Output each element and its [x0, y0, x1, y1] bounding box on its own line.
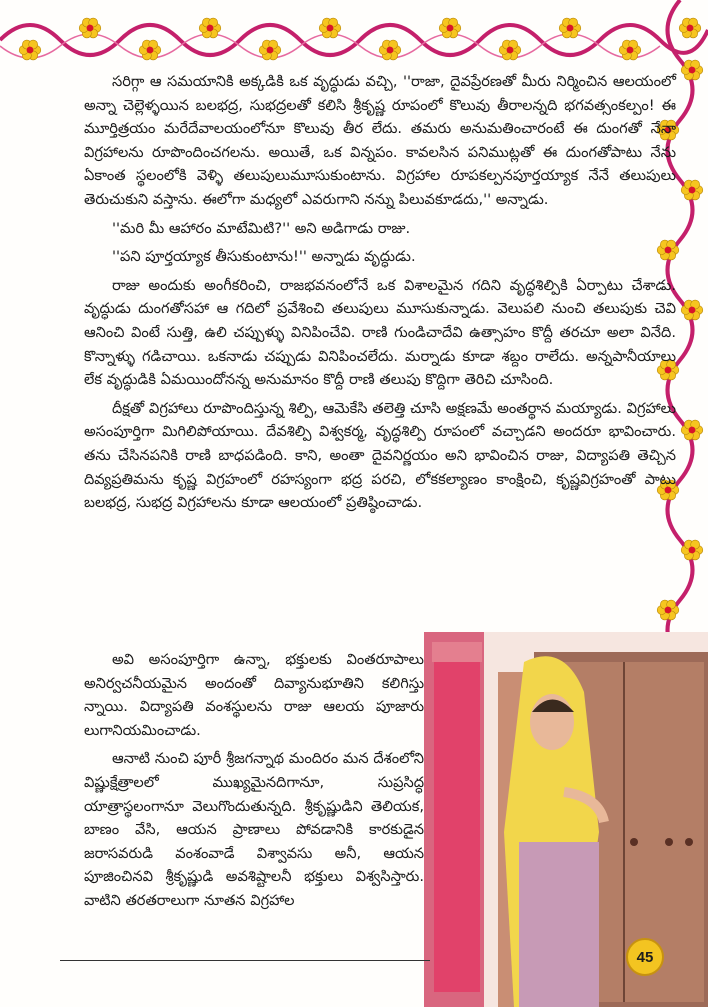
flower-icon [681, 180, 703, 200]
paragraph-1: సరిగ్గా ఆ సమయానికి అక్కడికి ఒక వృద్ధుడు వచ్చి, ''రాజా, దైవప్రేరణతో మీరు నిర్మించిన ఆలయంలో అన్నా చెల్లెళ్ళయిన బలభద్ర, సుభద్రలతో కలిసి శ్రీకృష్ణ రూపంలో కొలువు తీరాలన్నది భగవత్సంకల్పం! ఈ మూర్తిత్రయం మరేదేవాలయంలోనూ కొలువు తీర లేదు. తమరు అనుమతించారంటే ఈ దుంగతో నేనా విగ్రహాలను రూపొందించగలను. అయితే, ఒక విన్నపం. కావలసిన పనిముట్లతో ఈ దుంగతోపాటు నేను ఏకాంత స్థలంలోకి వెళ్ళి తలుపులుమూసుకుంటాను. విగ్రహాల రూపకల్పనపూర్తయ్యాక నేనే తలుపులు తెరుచుకుని వస్తాను. ఈలోగా మధ్యలో ఎవరుగాని నన్ను పిలువకూడదు,'' అన్నాడు. [84, 73, 676, 208]
flower-icon [439, 18, 461, 38]
flower-icon [319, 18, 341, 38]
flower-icon [559, 18, 581, 38]
flower-icon [199, 18, 221, 38]
flower-icon [681, 60, 703, 80]
flower-icon [619, 40, 641, 60]
flower-icon [139, 40, 161, 60]
flower-icon [681, 420, 703, 440]
flower-icon [79, 18, 101, 38]
flower-icon [19, 40, 41, 60]
page-number-badge: 45 [626, 938, 664, 976]
footer-rule [60, 960, 430, 961]
flower-icon [681, 540, 703, 560]
paragraph-5: దీక్షతో విగ్రహాలు రూపొందిస్తున్న శిల్పి, ఆమెకేసి తలెత్తి చూసి అక్షణమే అంతర్థాన మయ్యాడు. విగ్రహాలు అసంపూర్తిగా మిగిలిపోయాయి. దేవశిల్పి విశ్వకర్మ, వృద్ధశిల్పి రూపంలో వచ్చాడని అందరూ భావించారు. తను చేసినపనికి రాణి బాధపడింది. కాని, అంతా దైవనిర్ణయం అని భావించిన రాజు, విద్యాపతి తెచ్చిన దివ్యప్రతిమను కృష్ణ విగ్రహంలో రహస్యంగా భద్ర పరచి, లోకకల్యాణం కాంక్షించి, కృష్ణవిగ్రహంతో పాటు బలభద్ర, సుభద్ర విగ్రహాలను కూడా ఆలయంలో ప్రతిష్ఠించాడు. [84, 399, 676, 512]
paragraph-6: అవి అసంపూర్తిగా ఉన్నా, భక్తులకు వింతరూపాలు అనిర్వచనీయమైన అందంతో దివ్యానుభూతిని కలిగిస్తు న్నాయి. విద్యాపతి వంశస్థులను రాజు ఆలయ పూజారు లుగానియమించాడు. [84, 651, 424, 739]
flower-icon [499, 40, 521, 60]
flower-icon [681, 300, 703, 320]
paragraph-7: ఆనాటి నుంచి పూరీ శ్రీజగన్నాథ మందిరం మన దేశంలోని విష్ణుక్షేత్రాలలో ముఖ్యమైనదిగానూ, సుప్రసిద్ధ యాత్రాస్థలంగానూ వెలుగొందుతున్నది. శ్రీకృష్ణుడిని తెలియక, బాణం వేసి, ఆయన ప్రాణాలు పోవడానికి కారకుడైన జరాసవరుడి వంశంవాడే విశ్వావసు అనీ, ఆయన పూజించినవి శ్రీకృష్ణుడి అవశిష్టాలనీ భక్తులు విశ్వసిస్తారు. వాటిని తరతరాలుగా నూతన విగ్రహాల [84, 750, 424, 909]
queen-at-door-illustration [424, 632, 708, 1007]
flower-icon [259, 40, 281, 60]
flower-icon [657, 600, 679, 620]
paragraph-3: ''పని పూర్తయ్యాక తీసుకుంటాను!'' అన్నాడు వృద్ధుడు. [112, 248, 416, 266]
floral-border-top [0, 0, 708, 80]
main-text [84, 70, 676, 520]
paragraph-2: ''మరి మీ ఆహారం మాటేమిటి?'' అని అడిగాడు రాజు. [112, 219, 411, 237]
paragraph-4: రాజు అందుకు అంగీకరించి, రాజభవనంలోనే ఒక విశాలమైన గదిని వృద్ధశిల్పికి ఏర్పాటు చేశాడు. వృద్ధుడు దుంగతోసహా ఆ గదిలో ప్రవేశించి తలుపులు మూసుకున్నాడు. వెలుపలి నుంచి తలుపుకు చెవి ఆనించి వింటే సుత్తి, ఉలి చప్పుళ్ళు వినిపించేవి. రాణి గుండిచాదేవి ఉత్సాహం కొద్దీ తరచూ అలా వినేది. కొన్నాళ్ళు గడిచాయి. ఒకనాడు చప్పుడు వినిపించలేదు. మర్నాడు కూడా శబ్దం రాలేదు. అన్నపానీయాలు లేక వృద్ధుడికి ఏమయిందోనన్న అనుమానం కొద్దీ రాణి తలుపు కొద్దిగా తెరిచి చూసింది. [84, 276, 676, 389]
narrow-text-column [84, 648, 424, 918]
flower-icon [379, 40, 401, 60]
